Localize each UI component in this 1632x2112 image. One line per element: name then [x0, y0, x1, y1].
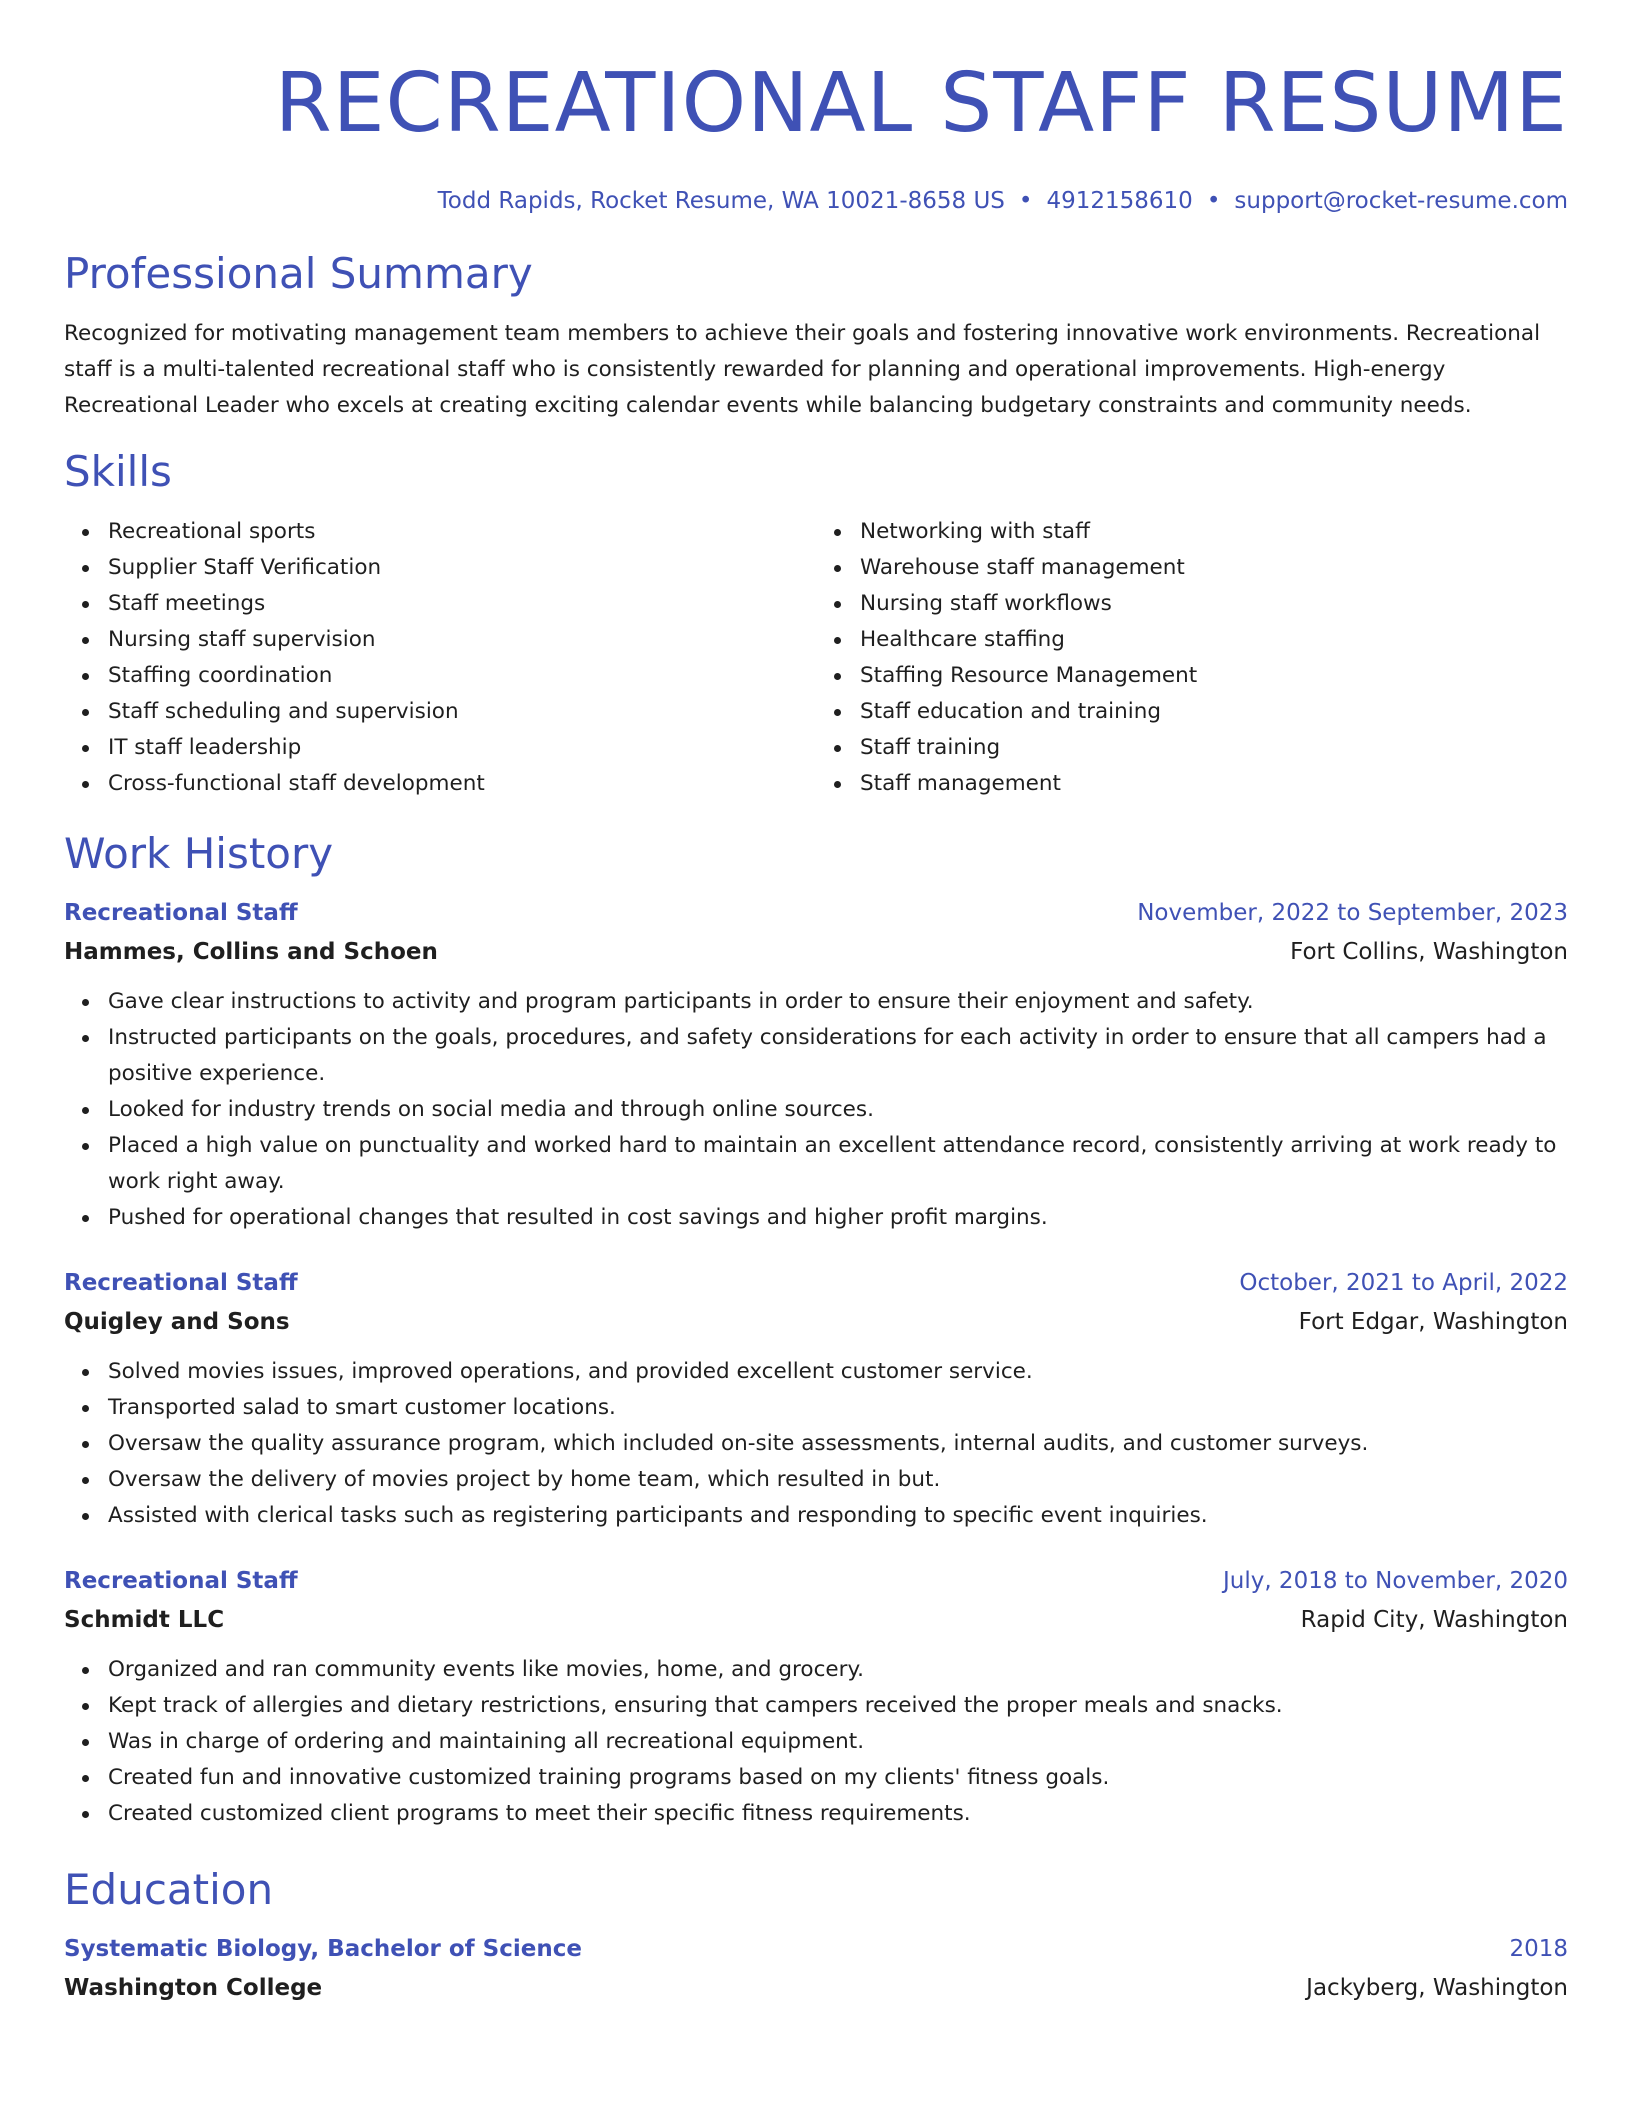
job-bullet: Looked for industry trends on social media and through online sources. — [108, 1092, 1568, 1128]
contact-separator: • — [1206, 188, 1221, 214]
section-heading-education: Education — [64, 1865, 274, 1914]
contact-line — [64, 184, 1568, 218]
skill-item: Staff training — [860, 730, 1568, 766]
education-degree: Systematic Biology, Bachelor of Science — [64, 1936, 582, 1962]
skill-item: Staff management — [860, 766, 1568, 802]
contact-address: Todd Rapids, Rocket Resume, WA 10021-8658 US — [437, 188, 1005, 214]
job-bullet: Pushed for operational changes that resulted in cost savings and higher profit margins. — [108, 1200, 1568, 1236]
job-bullet: Assisted with clerical tasks such as registering participants and responding to specific event inquiries. — [108, 1498, 1568, 1534]
skills-columns — [64, 514, 1568, 802]
job-bullet: Gave clear instructions to activity and program participants in order to ensure their enjoyment and safety. — [108, 984, 1568, 1020]
skill-item: Nursing staff workflows — [860, 586, 1568, 622]
skill-item: Staff education and training — [860, 694, 1568, 730]
job-entry — [64, 896, 1568, 1236]
job-entry — [64, 1564, 1568, 1832]
job-bullet: Kept track of allergies and dietary restrictions, ensuring that campers received the proper meals and snacks. — [108, 1688, 1568, 1724]
skill-item: IT staff leadership — [108, 730, 816, 766]
job-title: Recreational Staff — [64, 1270, 298, 1296]
skill-item: Networking with staff — [860, 514, 1568, 550]
skill-item: Recreational sports — [108, 514, 816, 550]
job-dates: July, 2018 to November, 2020 — [1222, 1568, 1568, 1594]
education-year: 2018 — [1509, 1936, 1568, 1962]
job-bullet: Created customized client programs to meet their specific fitness requirements. — [108, 1796, 1568, 1832]
job-location: Fort Edgar, Washington — [1298, 1309, 1568, 1335]
skill-item: Cross-functional staff development — [108, 766, 816, 802]
skill-item: Staffing coordination — [108, 658, 816, 694]
job-bullets — [64, 1652, 1568, 1832]
job-title: Recreational Staff — [64, 900, 298, 926]
job-bullet: Instructed participants on the goals, procedures, and safety considerations for each activity in order to ensure that all campers had a positive experience. — [108, 1020, 1568, 1092]
section-heading-skills: Skills — [64, 447, 172, 496]
job-company: Quigley and Sons — [64, 1309, 290, 1335]
skill-item: Staff scheduling and supervision — [108, 694, 816, 730]
job-title: Recreational Staff — [64, 1568, 298, 1594]
job-bullet: Transported salad to smart customer locations. — [108, 1390, 1568, 1426]
contact-phone: 4912158610 — [1046, 188, 1193, 214]
skills-section — [64, 444, 1568, 802]
job-company: Hammes, Collins and Schoen — [64, 939, 438, 965]
job-bullet: Oversaw the delivery of movies project by home team, which resulted in but. — [108, 1462, 1568, 1498]
job-dates: October, 2021 to April, 2022 — [1239, 1270, 1568, 1296]
section-heading-summary: Professional Summary — [64, 249, 533, 298]
job-bullets — [64, 1354, 1568, 1534]
education-section — [64, 1862, 1568, 2006]
job-bullet: Was in charge of ordering and maintaining all recreational equipment. — [108, 1724, 1568, 1760]
summary-text: Recognized for motivating management team members to achieve their goals and fostering innovative work environments. Recreational staff is a multi-talented recreational staff who is consistently rewarded for planning and operational improvements. High-energy Recreational Leader who excels at creating exciting calendar events while balancing budgetary constraints and community needs. — [64, 321, 1541, 418]
job-entry — [64, 1266, 1568, 1534]
job-location: Rapid City, Washington — [1300, 1607, 1568, 1633]
education-location: Jackyberg, Washington — [1306, 1975, 1568, 2001]
job-company-row — [64, 1304, 1568, 1340]
job-bullets — [64, 984, 1568, 1236]
skills-list-right — [816, 514, 1568, 802]
resume-title: RECREATIONAL STAFF RESUME — [274, 56, 1568, 151]
job-header-row — [64, 896, 1568, 930]
job-bullet: Oversaw the quality assurance program, which included on-site assessments, internal audits, and customer surveys. — [108, 1426, 1568, 1462]
skill-item: Nursing staff supervision — [108, 622, 816, 658]
skill-item: Healthcare staffing — [860, 622, 1568, 658]
job-header-row — [64, 1564, 1568, 1598]
job-header-row — [64, 1266, 1568, 1300]
job-bullet: Placed a high value on punctuality and worked hard to maintain an excellent attendance record, consistently arriving at work ready to work right away. — [108, 1128, 1568, 1200]
job-company-row — [64, 1602, 1568, 1638]
contact-email[interactable]: support@rocket-resume.com — [1234, 188, 1568, 214]
education-school-row — [64, 1970, 1568, 2006]
education-entry — [64, 1932, 1568, 2006]
job-company: Schmidt LLC — [64, 1607, 225, 1633]
job-bullet: Solved movies issues, improved operations, and provided excellent customer service. — [108, 1354, 1568, 1390]
skill-item: Staff meetings — [108, 586, 816, 622]
skill-item: Staffing Resource Management — [860, 658, 1568, 694]
section-heading-work-history: Work History — [64, 829, 334, 878]
skill-item: Warehouse staff management — [860, 550, 1568, 586]
job-location: Fort Collins, Washington — [1290, 939, 1568, 965]
contact-separator: • — [1018, 188, 1033, 214]
education-header-row — [64, 1932, 1568, 1966]
job-bullet: Created fun and innovative customized training programs based on my clients' fitness goals. — [108, 1760, 1568, 1796]
job-company-row — [64, 934, 1568, 970]
work-history-section — [64, 826, 1568, 1832]
education-school: Washington College — [64, 1975, 323, 2001]
skills-list-left — [64, 514, 816, 802]
summary-section — [64, 246, 1568, 424]
job-bullet: Organized and ran community events like movies, home, and grocery. — [108, 1652, 1568, 1688]
job-dates: November, 2022 to September, 2023 — [1137, 900, 1568, 926]
skill-item: Supplier Staff Verification — [108, 550, 816, 586]
